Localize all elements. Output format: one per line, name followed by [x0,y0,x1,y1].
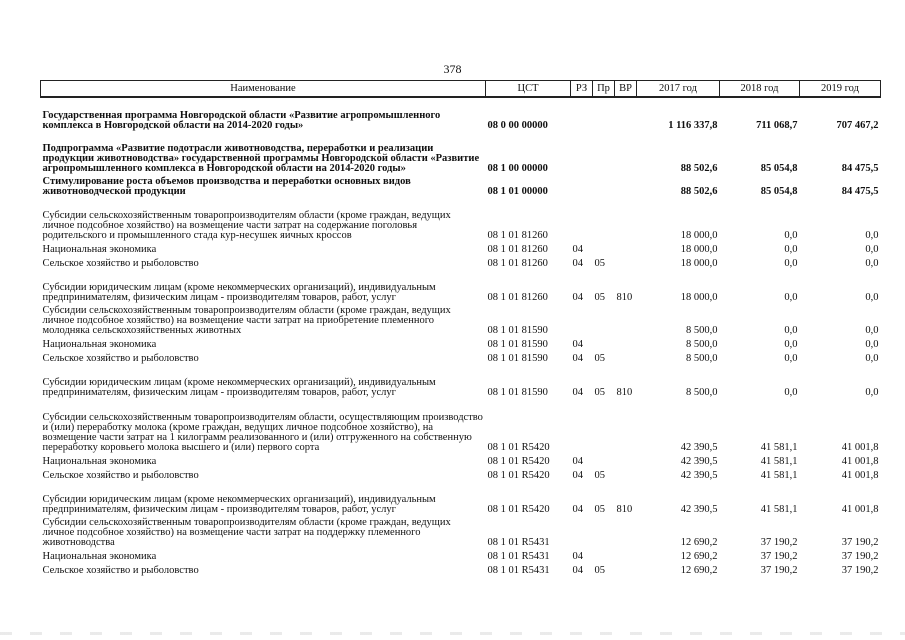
row-pr [593,197,615,241]
row-rz [571,174,593,197]
row-name: Субсидии юридическим лицам (кроме некоммерческих организаций), индивидуальным предпринимателям, физическим лицам - производителям товаров, работ, услуг [42,282,436,303]
row-2019: 37 190,2 [841,565,879,576]
table-row [41,398,881,453]
row-name: Субсидии сельскохозяйственным товаропроизводителям области (кроме граждан, ведущих личное подсобное хозяйство) на возмещение части затрат на поддержку племенного животноводства [42,517,451,548]
row-rz [571,398,593,453]
row-vr [615,562,637,576]
table-header [41,81,881,98]
row-vr [615,303,637,336]
row-pr [593,548,615,562]
row-2017: 18 000,0 [680,244,718,255]
row-2017: 42 390,5 [680,470,718,481]
row-2018: 41 581,1 [760,456,798,467]
row-name: Субсидии сельскохозяйственным товаропроизводителям области (кроме граждан, ведущих личное подсобное хозяйство) на возмещение части затрат на содержание поголовья родительского и промышленного стада кур-несушек яичных кроссов [42,210,451,241]
row-cst: 08 1 01 00000 [487,186,548,197]
row-cst: 08 1 01 81590 [487,387,548,398]
row-2017: 1 116 337,8 [668,120,718,131]
row-cst: 08 1 01 R5431 [487,537,550,548]
row-name: Национальная экономика [42,551,157,562]
row-vr [615,398,637,453]
row-2018: 37 190,2 [760,551,798,562]
row-cst: 08 1 01 R5420 [487,442,550,453]
table-row [41,515,881,548]
table-row [41,97,881,131]
row-2018: 0,0 [784,292,798,303]
row-2019: 41 001,8 [841,456,879,467]
row-2019: 41 001,8 [841,470,879,481]
row-pr [593,97,615,131]
table-row [41,562,881,576]
row-2019: 0,0 [865,353,879,364]
row-vr [615,548,637,562]
table-row [41,350,881,364]
row-2019: 41 001,8 [841,442,879,453]
table-row [41,241,881,255]
row-2019: 0,0 [865,292,879,303]
row-vr [615,241,637,255]
row-vr: 810 [616,292,633,303]
row-cst: 08 1 01 81590 [487,325,548,336]
row-name: Государственная программа Новгородской области «Развитие агропромышленного комплекса в Новгородской области на 2014-2020 годы» [42,110,441,131]
row-2017: 12 690,2 [680,551,718,562]
row-rz [571,197,593,241]
row-pr: 05 [594,292,605,303]
row-2017: 8 500,0 [686,387,718,398]
row-cst: 08 1 01 81260 [487,292,548,303]
row-rz: 04 [572,551,583,562]
row-2019: 84 475,5 [841,163,879,174]
header-vr: ВР [615,81,637,98]
row-2019: 707 467,2 [836,120,879,131]
row-2018: 37 190,2 [760,565,798,576]
row-cst: 08 1 01 R5431 [487,551,550,562]
table-row [41,255,881,269]
table-row [41,481,881,515]
scan-artifact [0,632,905,635]
header-pr: Пр [593,81,615,98]
row-name: Национальная экономика [42,244,157,255]
row-rz: 04 [572,504,583,515]
row-name: Сельское хозяйство и рыболовство [42,353,199,364]
row-cst: 08 1 01 R5420 [487,470,550,481]
row-2018: 85 054,8 [760,186,798,197]
row-2018: 85 054,8 [760,163,798,174]
row-2018: 0,0 [784,244,798,255]
row-cst: 08 1 01 81590 [487,339,548,350]
row-pr [593,336,615,350]
row-name: Стимулирование роста объемов производства и переработки основных видов животноводческой продукции [42,176,411,197]
table-row [41,303,881,336]
row-name: Субсидии юридическим лицам (кроме некоммерческих организаций), индивидуальным предпринимателям, физическим лицам - производителям товаров, работ, услуг [42,377,436,398]
row-rz: 04 [572,387,583,398]
row-rz: 04 [572,244,583,255]
row-pr [593,241,615,255]
row-rz: 04 [572,456,583,467]
row-rz: 04 [572,339,583,350]
row-cst: 08 1 01 R5420 [487,504,550,515]
row-2019: 0,0 [865,339,879,350]
row-2017: 88 502,6 [680,163,718,174]
table-row [41,131,881,174]
table-row [41,174,881,197]
header-2019: 2019 год [800,81,881,98]
row-pr: 05 [594,387,605,398]
row-vr: 810 [616,387,633,398]
row-rz: 04 [572,470,583,481]
row-rz: 04 [572,292,583,303]
row-2017: 12 690,2 [680,537,718,548]
row-2017: 12 690,2 [680,565,718,576]
row-pr: 05 [594,565,605,576]
row-name: Подпрограмма «Развитие подотрасли животноводства, переработки и реализации продукции животноводства» государственной программы Новгородской области «Развитие агропромышленного комплекса в Новгородской области на 2014-2020 годы» [42,143,480,174]
row-2018: 0,0 [784,230,798,241]
row-vr [615,131,637,174]
row-2019: 0,0 [865,230,879,241]
row-name: Национальная экономика [42,339,157,350]
row-rz: 04 [572,258,583,269]
row-2018: 41 581,1 [760,442,798,453]
row-pr [593,131,615,174]
row-name: Субсидии сельскохозяйственным товаропроизводителям области, осуществляющим производство и (или) переработку молока (кроме граждан, ведущих личное подсобное хозяйство), на возмещение части затрат на 1 килограмм реализованного и (или) отгруженного на собственную переработку коровьего молока высшего и (или) первого сорта [42,412,483,453]
row-2017: 8 500,0 [686,339,718,350]
row-pr: 05 [594,353,605,364]
row-pr [593,453,615,467]
row-pr: 05 [594,470,605,481]
row-vr [615,197,637,241]
row-2018: 0,0 [784,353,798,364]
row-pr [593,174,615,197]
row-rz [571,303,593,336]
row-cst: 08 1 01 81260 [487,244,548,255]
row-pr [593,303,615,336]
row-pr: 05 [594,504,605,515]
row-cst: 08 1 00 00000 [487,163,548,174]
page-number: 378 [443,62,462,76]
row-2018: 0,0 [784,258,798,269]
row-rz [571,131,593,174]
row-2019: 37 190,2 [841,551,879,562]
row-2018: 41 581,1 [760,504,798,515]
row-2019: 41 001,8 [841,504,879,515]
row-2018: 0,0 [784,325,798,336]
row-2017: 42 390,5 [680,442,718,453]
row-2019: 0,0 [865,244,879,255]
row-name: Национальная экономика [42,456,157,467]
row-rz: 04 [572,565,583,576]
row-vr [615,515,637,548]
row-name: Субсидии юридическим лицам (кроме некоммерческих организаций), индивидуальным предпринимателям, физическим лицам - производителям товаров, работ, услуг [42,494,436,515]
row-pr: 05 [594,258,605,269]
budget-table [40,80,881,576]
row-2018: 0,0 [784,339,798,350]
row-2017: 42 390,5 [680,456,718,467]
row-2017: 18 000,0 [680,230,718,241]
row-2019: 0,0 [865,258,879,269]
row-name: Субсидии сельскохозяйственным товаропроизводителям области (кроме граждан, ведущих личное подсобное хозяйство) на возмещение части затрат на приобретение племенного молодняка сельскохозяйственных животных [42,305,451,336]
row-cst: 08 1 01 81260 [487,230,548,241]
row-name: Сельское хозяйство и рыболовство [42,470,199,481]
table-row [41,453,881,467]
row-2019: 84 475,5 [841,186,879,197]
row-vr [615,336,637,350]
header-cst: ЦСТ [486,81,571,98]
row-2019: 0,0 [865,325,879,336]
table-row [41,336,881,350]
row-vr [615,453,637,467]
row-vr [615,467,637,481]
row-name: Сельское хозяйство и рыболовство [42,258,199,269]
header-rz: РЗ [571,81,593,98]
row-vr: 810 [616,504,633,515]
row-2019: 37 190,2 [841,537,879,548]
row-2017: 8 500,0 [686,353,718,364]
header-name: Наименование [41,81,486,98]
row-2017: 8 500,0 [686,325,718,336]
header-2018: 2018 год [720,81,800,98]
row-rz [571,515,593,548]
row-2018: 37 190,2 [760,537,798,548]
table-row [41,467,881,481]
row-pr [593,398,615,453]
row-vr [615,97,637,131]
table-row [41,269,881,303]
row-cst: 08 0 00 00000 [487,120,548,131]
row-2017: 18 000,0 [680,258,718,269]
table-row [41,548,881,562]
row-2017: 88 502,6 [680,186,718,197]
row-cst: 08 1 01 81590 [487,353,548,364]
row-vr [615,255,637,269]
table-row [41,364,881,398]
row-vr [615,174,637,197]
row-2018: 711 068,7 [756,120,798,131]
row-2017: 18 000,0 [680,292,718,303]
row-pr [593,515,615,548]
row-cst: 08 1 01 R5420 [487,456,550,467]
row-cst: 08 1 01 81260 [487,258,548,269]
row-2018: 0,0 [784,387,798,398]
row-name: Сельское хозяйство и рыболовство [42,565,199,576]
table-row [41,197,881,241]
header-2017: 2017 год [637,81,720,98]
row-2019: 0,0 [865,387,879,398]
row-2018: 41 581,1 [760,470,798,481]
row-cst: 08 1 01 R5431 [487,565,550,576]
row-rz: 04 [572,353,583,364]
row-rz [571,97,593,131]
row-vr [615,350,637,364]
row-2017: 42 390,5 [680,504,718,515]
